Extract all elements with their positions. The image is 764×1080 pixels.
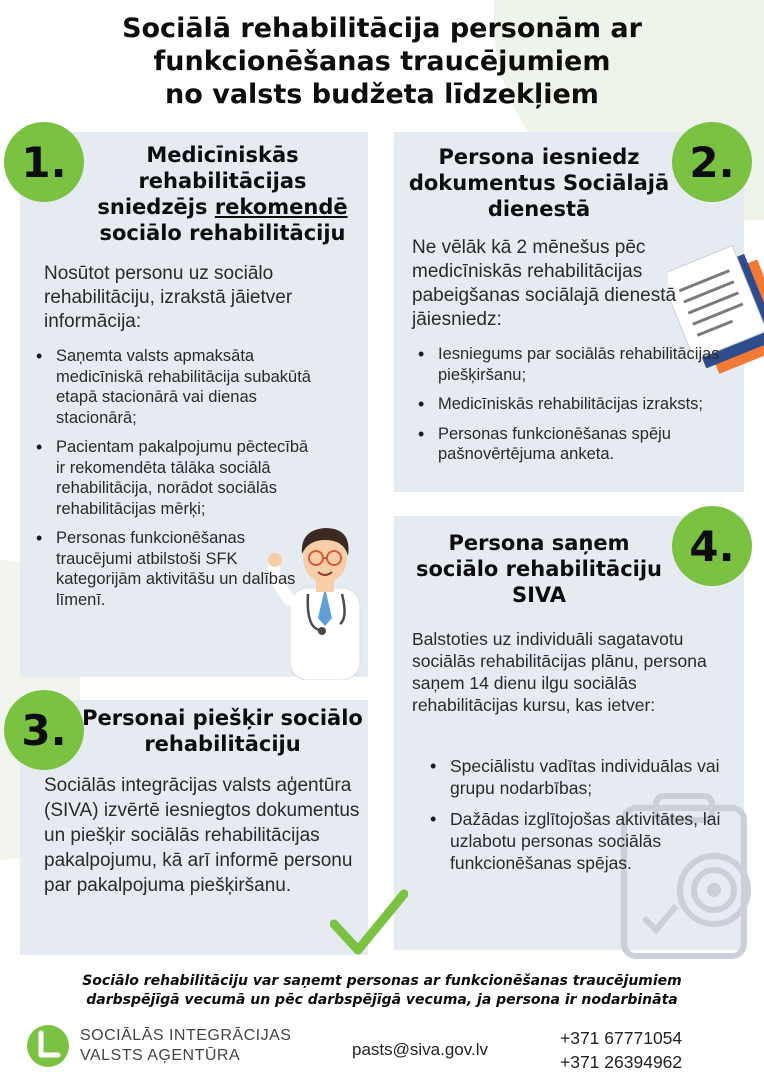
list-item: • Personas funkcionēšanas traucējumi atbilstoši SFK kategorijām aktivitāšu un dalības līmenī.	[34, 528, 319, 610]
contact-email[interactable]: pasts@siva.gov.lv	[352, 1040, 488, 1059]
list-item: • Dažādas izglītojošas aktivitātes, lai uzlabotu personas sociālās funkcionēšanas spējas.	[428, 808, 738, 874]
step1-intro: Nosūtot personu uz sociālo rehabilitāciju, izrakstā jāietver informācija:	[44, 263, 293, 332]
step2-heading: Persona iesniedz dokumentus Sociālajā dienestā	[408, 145, 670, 221]
checkmark-icon	[330, 888, 408, 956]
contact-phones	[560, 1026, 682, 1074]
step4-list	[428, 755, 738, 883]
organization-name: SOCIĀLĀS INTEGRĀCIJAS VALSTS AĢENTŪRA	[80, 1027, 292, 1064]
list-item: • Speciālistu vadītas individuālas vai grupu nodarbības;	[428, 755, 738, 799]
step2-list	[416, 344, 736, 474]
step3-intro: Sociālās integrācijas valsts aģentūra (SIVA) izvērtē iesniegtos dokumentus un piešķir sociālās rehabilitācijas pakalpojumu, kā arī informē personu par pakalpojuma piešķiršanu.	[44, 775, 360, 896]
step1-heading: Medicīniskās rehabilitācijas sniedzējs rekomendē sociālo rehabilitāciju	[97, 143, 348, 245]
step4-intro: Balstoties uz individuāli sagatavotu sociālās rehabilitācijas plānu, persona saņem 14 dienu ilgu sociālās rehabilitācijas kursu, kas ietver:	[412, 629, 707, 715]
step3-number: 3.	[4, 690, 84, 770]
phone-number[interactable]: +371 26394962	[560, 1052, 683, 1072]
step1-list	[34, 346, 319, 619]
list-item: • Saņemta valsts apmaksāta medicīniskā rehabilitācija subakūtā etapā stacionārā vai dienas stacionārā;	[34, 346, 319, 428]
list-item: • Iesniegums par sociālās rehabilitācijas piešķiršanu;	[416, 344, 736, 385]
phone-number[interactable]: +371 67771054	[560, 1028, 683, 1048]
step1-heading-emphasis: rekomendē	[214, 195, 348, 219]
step2-intro: Ne vēlāk kā 2 mēnešus pēc medicīniskās rehabilitācijas pabeigšanas sociālajā dienestā jāiesniedz:	[412, 237, 677, 330]
page-title: Sociālā rehabilitācija personām ar funkcionēšanas traucējumiem no valsts budžeta līdzekļiem	[122, 13, 642, 110]
list-item: • Personas funkcionēšanas spēju pašnovērtējuma anketa.	[416, 424, 736, 465]
step2-number: 2.	[672, 122, 752, 202]
siva-logo	[26, 1024, 70, 1068]
list-item: • Medicīniskās rehabilitācijas izraksts;	[416, 394, 736, 415]
list-item: • Pacientam pakalpojumu pēctecībā ir rekomendēta tālāka sociālā rehabilitācija, norādot sociālās rehabilitācijas mērķi;	[34, 437, 319, 519]
step1-number: 1.	[4, 122, 84, 202]
step3-heading: Personai piešķir sociālo rehabilitāciju	[82, 706, 363, 756]
step4-heading: Persona saņem sociālo rehabilitāciju SIVA	[415, 531, 663, 607]
eligibility-note: Sociālo rehabilitāciju var saņemt personas ar funkcionēšanas traucējumiem darbspējīgā vecumā un pēc darbspējīgā vecuma, ja persona ir nodarbināta	[82, 973, 682, 1008]
step4-number: 4.	[672, 506, 752, 586]
